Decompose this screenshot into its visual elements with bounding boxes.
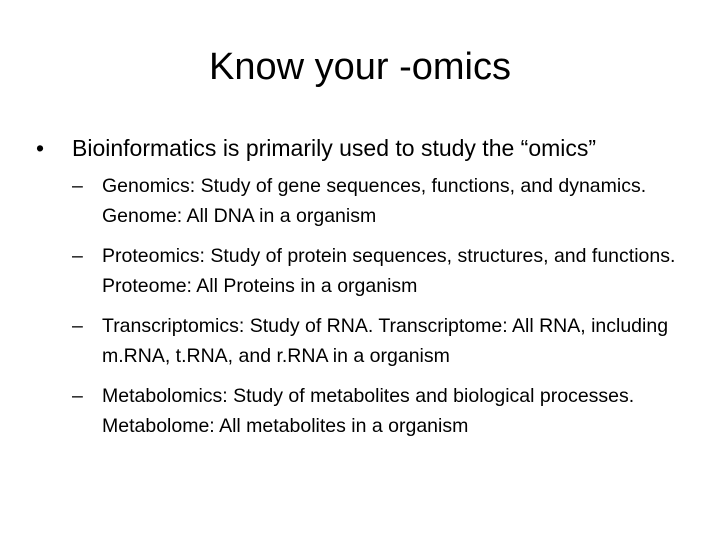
sub-bullet-genomics [36, 171, 682, 231]
dash-marker: – [72, 245, 83, 267]
slide-title: Know your -omics [209, 46, 511, 88]
sub-bullet-metabolomics [36, 381, 682, 441]
dash-marker: – [72, 175, 83, 197]
sub-bullet-proteomics [36, 241, 682, 301]
main-bullet [36, 132, 632, 165]
sub-bullet-transcriptomics [36, 311, 682, 371]
sub-bullet-text: Proteomics: Study of protein sequences, structures, and functions. Proteome: All Proteins in a organism [102, 245, 676, 297]
dash-marker: – [72, 315, 83, 337]
sub-bullet-text: Transcriptomics: Study of RNA. Transcriptome: All RNA, including m.RNA, t.RNA, and r.RNA in a organism [102, 315, 669, 367]
slide-body [36, 132, 686, 451]
sub-bullet-text: Genomics: Study of gene sequences, functions, and dynamics. Genome: All DNA in a organism [102, 175, 647, 227]
sub-bullet-list [36, 171, 686, 441]
bullet-marker: • [36, 135, 45, 161]
main-bullet-text: Bioinformatics is primarily used to study the “omics” [72, 135, 597, 161]
dash-marker: – [72, 385, 83, 407]
sub-bullet-text: Metabolomics: Study of metabolites and biological processes. Metabolome: All metabolites in a organism [102, 385, 635, 437]
